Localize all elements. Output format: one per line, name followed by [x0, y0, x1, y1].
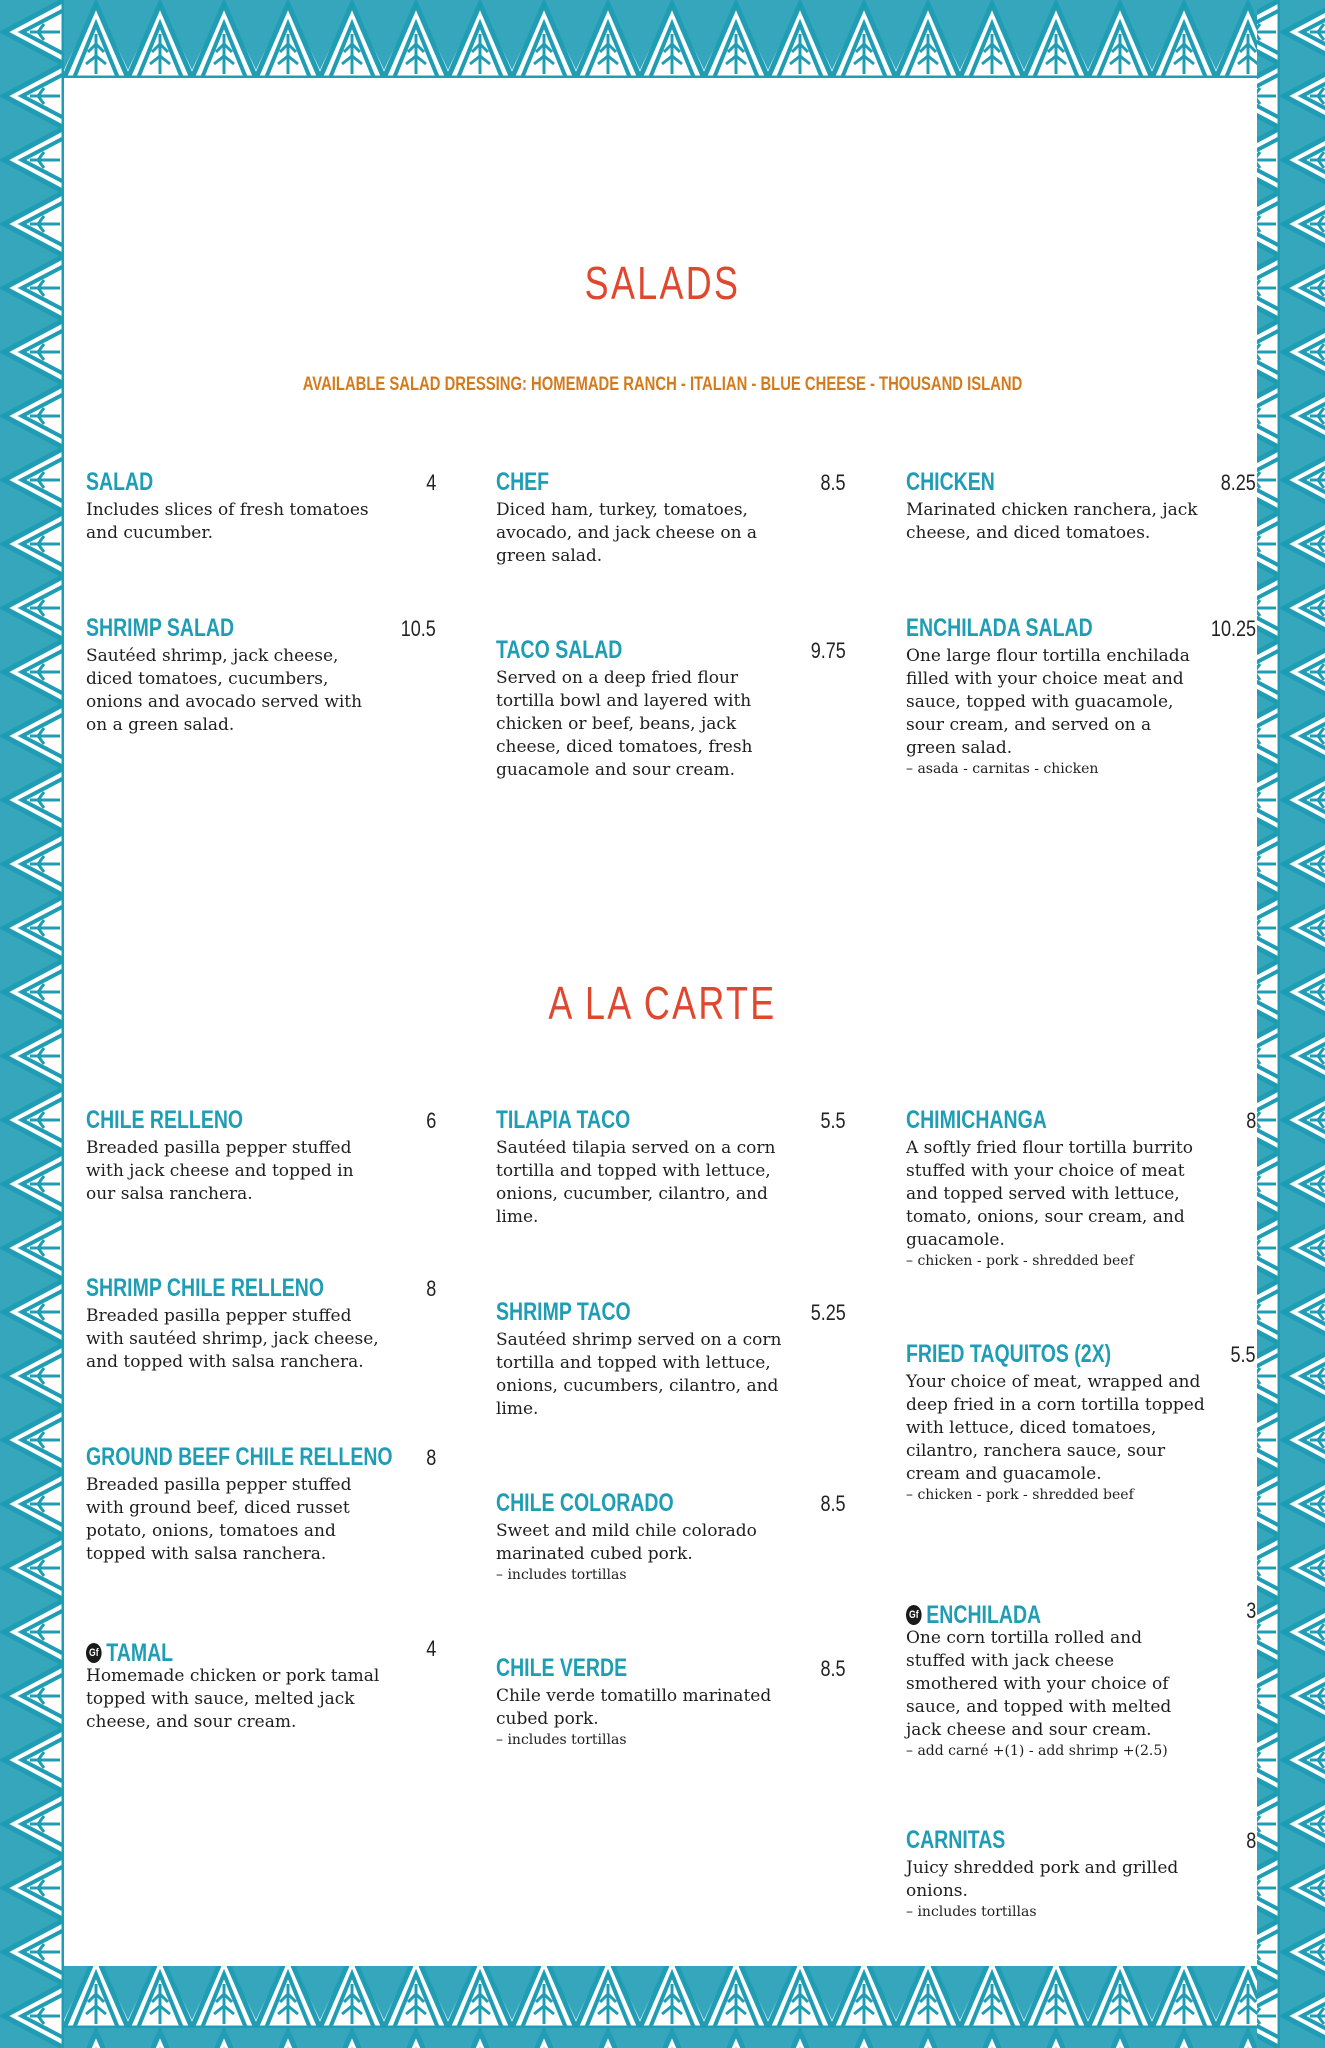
- item-price: 5.25: [810, 1300, 846, 1325]
- carte-item: [496, 1106, 846, 1229]
- item-price: 9.75: [810, 638, 846, 663]
- section-title-salads: SALADS: [584, 257, 741, 309]
- item-name: [86, 1634, 173, 1668]
- item-name: [906, 1106, 1047, 1135]
- item-name: [906, 1826, 1005, 1855]
- item-price: 5.5: [820, 1108, 846, 1133]
- item-name-text: SALAD: [86, 468, 154, 496]
- item-name: [86, 1274, 324, 1303]
- item-price: 10.5: [400, 616, 436, 641]
- carte-item: [86, 1634, 436, 1734]
- item-description: Served on a deep fried flour tortilla bowl and layered with chicken or beef, beans, jack cheese, diced tomatoes, fresh guacamole and sour cream.: [496, 668, 753, 780]
- item-description: Breaded pasilla pepper stuffed with sautéed shrimp, jack cheese, and topped with salsa ranchera.: [86, 1306, 379, 1372]
- salad-item: [906, 614, 1256, 778]
- item-name: [86, 1443, 393, 1472]
- item-price: 8.5: [820, 470, 846, 495]
- item-description: Juicy shredded pork and grilled onions.: [906, 1858, 1179, 1901]
- item-description: One corn tortilla rolled and stuffed with jack cheese smothered with your choice of sauce, and topped with melted jack cheese and sour cream.: [906, 1628, 1172, 1740]
- item-name: [86, 614, 234, 643]
- item-price: 8: [425, 1445, 436, 1470]
- section-title-a-la-carte: A LA CARTE: [548, 977, 777, 1029]
- item-description: Sautéed shrimp served on a corn tortilla and topped with lettuce, onions, cucumbers, cilantro, and lime.: [496, 1330, 782, 1419]
- item-description: Sautéed shrimp, jack cheese, diced tomatoes, cucumbers, onions and avocado served with on a green salad.: [86, 646, 363, 735]
- item-name-text: FRIED TAQUITOS (2X): [906, 1340, 1112, 1368]
- item-name: [906, 614, 1093, 643]
- item-description: Sautéed tilapia served on a corn tortilla and topped with lettuce, onions, cucumber, cilantro, and lime.: [496, 1138, 776, 1227]
- salad-item: [86, 468, 436, 545]
- item-price: 10.25: [1210, 616, 1256, 641]
- item-price: 8: [1245, 1828, 1256, 1853]
- item-price: 8: [1245, 1108, 1256, 1133]
- item-name: [496, 1298, 631, 1327]
- salad-item: [496, 468, 846, 568]
- item-name: [906, 1596, 1041, 1630]
- item-name: [496, 1106, 630, 1135]
- item-name-text: ENCHILADA: [926, 1600, 1042, 1629]
- item-note: – chicken - pork - shredded beef: [906, 1253, 1134, 1269]
- carte-item: [86, 1274, 436, 1374]
- item-name: [906, 468, 995, 497]
- item-description: A softly fried flour tortilla burrito stuffed with your choice of meat and topped served with lettuce, tomato, onions, sour cream, and guacamole.: [906, 1138, 1193, 1250]
- carte-item: [86, 1106, 436, 1206]
- item-price: 8.25: [1220, 470, 1256, 495]
- item-name-text: CHILE VERDE: [496, 1654, 628, 1682]
- carte-item: [906, 1106, 1256, 1270]
- item-note: – asada - carnitas - chicken: [906, 761, 1099, 777]
- item-description: Your choice of meat, wrapped and deep fried in a corn tortilla topped with lettuce, diced tomatoes, cilantro, ranchera sauce, sour cream and guacamole.: [906, 1372, 1205, 1484]
- item-description: Breaded pasilla pepper stuffed with jack cheese and topped in our salsa ranchera.: [86, 1138, 354, 1204]
- carte-item: [906, 1826, 1256, 1921]
- item-name-text: CHILE COLORADO: [496, 1489, 674, 1517]
- item-name: [496, 468, 549, 497]
- carte-item: [496, 1489, 846, 1584]
- item-note: – includes tortillas: [906, 1904, 1037, 1920]
- item-name-text: CHICKEN: [906, 468, 995, 496]
- item-name: [496, 1654, 627, 1683]
- item-name-text: ENCHILADA SALAD: [906, 614, 1093, 642]
- item-name-text: GROUND BEEF CHILE RELLENO: [86, 1443, 393, 1471]
- item-description: Includes slices of fresh tomatoes and cucumber.: [86, 500, 369, 543]
- item-name-text: SHRIMP CHILE RELLENO: [86, 1274, 324, 1302]
- item-name-text: CARNITAS: [906, 1826, 1006, 1854]
- item-name-text: CHIMICHANGA: [906, 1106, 1047, 1134]
- item-price: 8: [425, 1276, 436, 1301]
- item-name-text: TILAPIA TACO: [496, 1106, 631, 1134]
- item-description: Chile verde tomatillo marinated cubed pork.: [496, 1686, 772, 1729]
- item-price: 8.5: [820, 1491, 846, 1516]
- salad-dressing-note: AVAILABLE SALAD DRESSING: HOMEMADE RANCH - ITALIAN - BLUE CHEESE - THOUSAND ISLAND: [302, 374, 1023, 395]
- item-name-text: CHILE RELLENO: [86, 1106, 244, 1134]
- item-description: One large flour tortilla enchilada filled with your choice meat and sauce, topped with guacamole, sour cream, and served on a green salad.: [906, 646, 1190, 758]
- carte-item: [496, 1298, 846, 1421]
- carte-item: [906, 1340, 1256, 1504]
- gluten-free-badge: Gf: [906, 1605, 922, 1625]
- item-price: 3: [1245, 1598, 1256, 1623]
- item-name: [496, 636, 622, 665]
- salad-item: [496, 636, 846, 782]
- item-description: Breaded pasilla pepper stuffed with ground beef, diced russet potato, onions, tomatoes and topped with salsa ranchera.: [86, 1475, 352, 1564]
- item-price: 8.5: [820, 1656, 846, 1681]
- item-description: Homemade chicken or pork tamal topped with sauce, melted jack cheese, and sour cream.: [86, 1666, 380, 1732]
- item-note: – includes tortillas: [496, 1567, 627, 1583]
- item-price: 4: [425, 470, 436, 495]
- item-name-text: CHEF: [496, 468, 550, 496]
- item-price: 5.5: [1230, 1342, 1256, 1367]
- item-name: [86, 468, 153, 497]
- carte-item: [496, 1654, 846, 1749]
- carte-item: [906, 1596, 1256, 1760]
- item-name: [906, 1340, 1111, 1369]
- item-note: – includes tortillas: [496, 1732, 627, 1748]
- item-description: Sweet and mild chile colorado marinated cubed pork.: [496, 1521, 757, 1564]
- item-name: [496, 1489, 674, 1518]
- item-price: 4: [425, 1636, 436, 1661]
- item-note: – add carné +(1) - add shrimp +(2.5): [906, 1743, 1168, 1759]
- item-name: [86, 1106, 243, 1135]
- item-price: 6: [425, 1108, 436, 1133]
- item-name-text: TACO SALAD: [496, 636, 623, 664]
- carte-item: [86, 1443, 436, 1566]
- item-note: – chicken - pork - shredded beef: [906, 1487, 1134, 1503]
- item-description: Marinated chicken ranchera, jack cheese, and diced tomatoes.: [906, 500, 1198, 543]
- item-name-text: SHRIMP TACO: [496, 1298, 631, 1326]
- item-name-text: TAMAL: [106, 1638, 174, 1667]
- salad-item: [86, 614, 436, 737]
- salad-item: [906, 468, 1256, 545]
- item-name-text: SHRIMP SALAD: [86, 614, 235, 642]
- gluten-free-badge: Gf: [86, 1643, 102, 1663]
- item-description: Diced ham, turkey, tomatoes, avocado, and jack cheese on a green salad.: [496, 500, 758, 566]
